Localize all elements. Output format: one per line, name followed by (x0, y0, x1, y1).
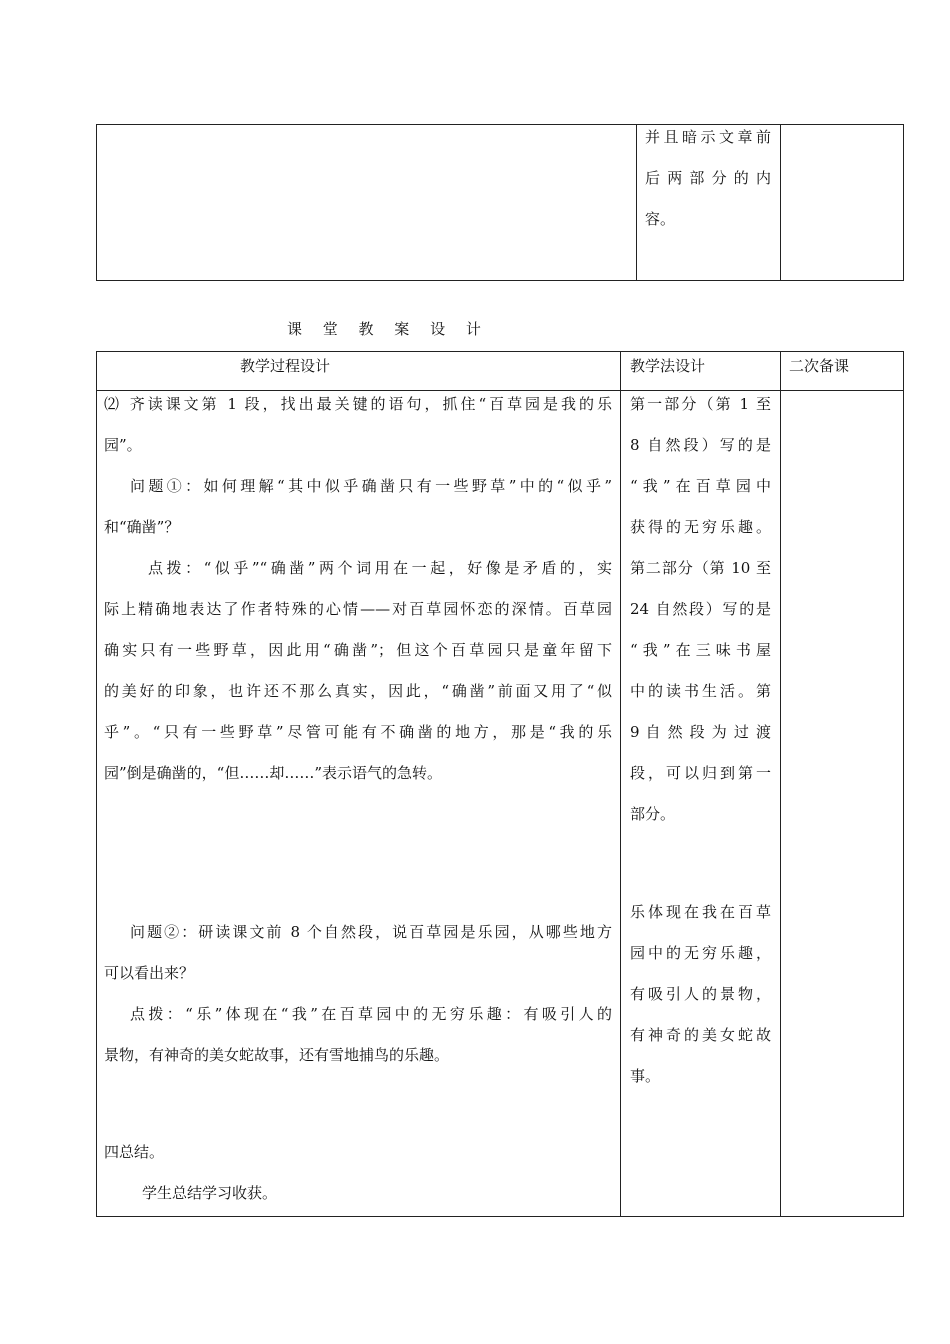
text-line: 有吸引人的景物， (630, 985, 771, 1003)
text-line: 问题②：研读课文前 8 个自然段，说百草园是乐园，从哪些地方 (130, 923, 612, 941)
text-line: 容。 (645, 210, 676, 228)
main-table-divider-2 (780, 351, 781, 1217)
text-line: 点拨：“似乎”“确凿”两个词用在一起，好像是矛盾的，实 (148, 559, 612, 577)
text-line: 点拨：“乐”体现在“我”在百草园中的无穷乐趣：有吸引人的 (130, 1005, 612, 1023)
text-line: 问题①：如何理解“其中似乎确凿只有一些野草”中的“似乎” (130, 477, 612, 495)
text-line: 中的读书生活。第 (630, 682, 771, 700)
main-table-divider-1 (620, 351, 621, 1217)
text-line: 24 自然段）写的是 (630, 600, 771, 618)
top-table-divider-2 (780, 124, 781, 281)
process-block-3 (104, 1132, 612, 1214)
method-block-2 (630, 892, 771, 1097)
text-line: 事。 (630, 1067, 661, 1085)
text-line: 园中的无穷乐趣， (630, 944, 771, 962)
text-line: 景物，有神奇的美女蛇故事，还有雪地捕鸟的乐趣。 (104, 1046, 450, 1064)
text-line: 确实只有一些野草，因此用“确凿”；但这个百草园只是童年留下 (104, 641, 612, 659)
text-line: 可以看出来？ (104, 964, 195, 982)
text-line: 8 自然段）写的是 (630, 436, 771, 454)
method-block-1 (630, 384, 771, 835)
text-line: 并且暗示文章前 (645, 128, 771, 146)
text-line: 乐体现在我在百草 (630, 903, 771, 921)
process-block-2 (104, 912, 612, 1076)
text-line: 学生总结学习收获。 (142, 1184, 278, 1202)
text-line: 第二部分（第 10 至 (630, 559, 771, 577)
text-line: 际上精确地表达了作者特殊的心情——对百草园怀恋的深情。百草园 (104, 600, 612, 618)
text-line: 9 自 然 段 为 过 渡 (630, 723, 771, 741)
text-line: “我”在三味书屋 (630, 641, 771, 659)
text-line: 部分。 (630, 805, 676, 823)
text-line: 园”。 (104, 436, 142, 454)
text-line: 段，可以归到第一 (630, 764, 771, 782)
process-block-1 (104, 384, 612, 794)
text-line: 后两部分的内 (645, 169, 771, 187)
header-teaching-process: 教学过程设计 (240, 357, 331, 375)
top-table-col2-text (645, 117, 771, 240)
text-line: 有神奇的美女蛇故 (630, 1026, 771, 1044)
text-line: “我”在百草园中 (630, 477, 771, 495)
top-table-divider-1 (636, 124, 637, 281)
text-line: 的美好的印象，也许还不那么真实，因此，“确凿”前面又用了“似 (104, 682, 612, 700)
text-line: 乎”。“只有一些野草”尽管可能有不确凿的地方，那是“我的乐 (104, 723, 612, 741)
text-line: 获得的无穷乐趣。 (630, 518, 771, 536)
text-line: 和“确凿”？ (104, 518, 180, 536)
section-heading: 课 堂 教 案 设 计 (287, 320, 489, 338)
header-second-preparation: 二次备课 (789, 357, 850, 375)
text-line: ⑵ 齐读课文第 1 段，找出最关键的语句，抓住“百草园是我的乐 (104, 395, 612, 413)
top-table (96, 124, 904, 281)
text-line: 四总结。 (104, 1143, 165, 1161)
text-line: 第一部分（第 1 至 (630, 395, 771, 413)
header-teaching-method: 教学法设计 (630, 357, 706, 375)
text-line: 园”倒是确凿的，“但……却……”表示语气的急转。 (104, 764, 443, 782)
